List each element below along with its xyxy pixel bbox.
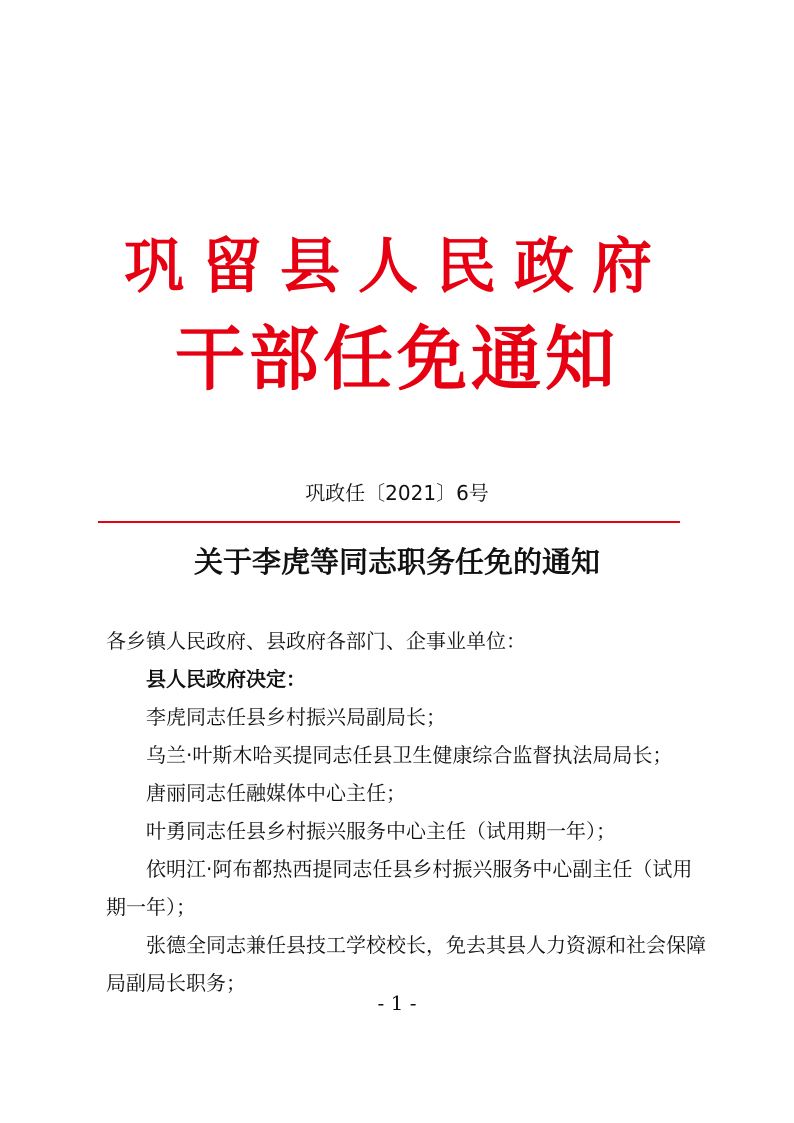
- masthead-title: 干部任免通知: [175, 318, 619, 400]
- appointment-item: 依明江·阿布都热西提同志任县乡村振兴服务中心副主任（试用期一年）；: [106, 857, 693, 919]
- decision-lead: 县人民政府决定：: [146, 667, 306, 691]
- appointment-item: 张德全同志兼任县技工学校校长，免去其县人力资源和社会保障局副局长职务；: [106, 933, 706, 995]
- salutation: 各乡镇人民政府、县政府各部门、企事业单位：: [106, 629, 526, 653]
- appointment-item: 叶勇同志任县乡村振兴服务中心主任（试用期一年）；: [146, 819, 616, 843]
- appointment-item: 乌兰·叶斯木哈买提同志任县卫生健康综合监督执法局局长；: [146, 743, 673, 767]
- notice-title: 关于李虎等同志职务任免的通知: [193, 545, 600, 579]
- notice-body: [106, 622, 706, 1002]
- masthead-organization: 巩留县人民政府: [124, 232, 670, 302]
- red-divider: [98, 521, 680, 523]
- appointment-item: 李虎同志任县乡村振兴局副局长；: [146, 705, 446, 729]
- page-number: - 1 -: [377, 991, 417, 1015]
- appointment-item: 唐丽同志任融媒体中心主任；: [146, 781, 406, 805]
- document-number: 巩政任〔2021〕6号: [305, 481, 489, 505]
